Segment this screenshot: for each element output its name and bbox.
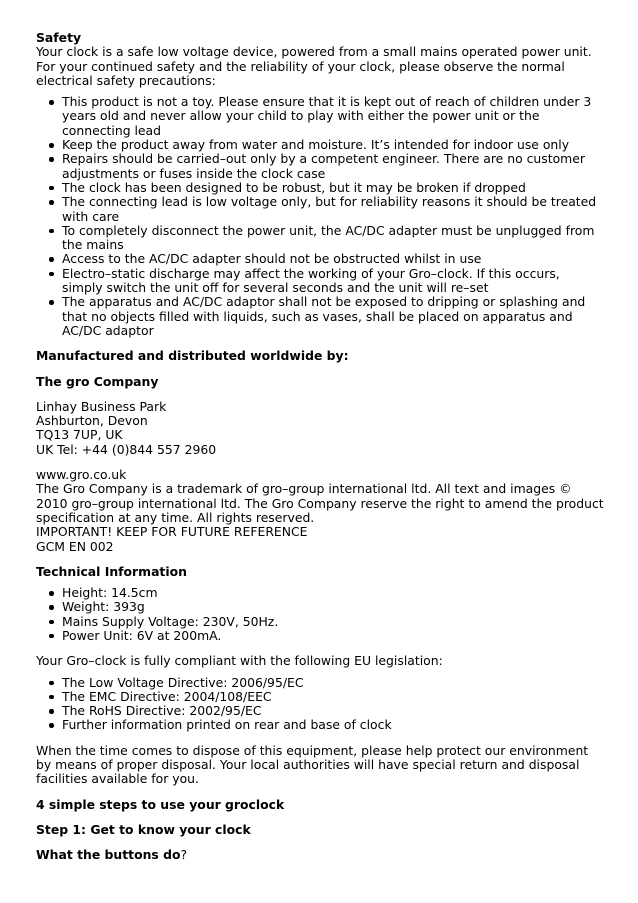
safety-item: Keep the product away from water and moisture. It’s intended for indoor use only bbox=[62, 138, 604, 152]
compliance-item: The RoHS Directive: 2002/95/EC bbox=[62, 704, 604, 718]
safety-item: The apparatus and AC/DC adaptor shall not be exposed to dripping or splashing and that no objects filled with liquids, such as vases, shall be placed on apparatus and AC/DC adaptor bbox=[62, 295, 604, 338]
technical-list bbox=[36, 586, 604, 643]
safety-item: Electro–static discharge may affect the working of your Gro–clock. If this occurs, simply switch the unit off for several seconds and the unit will re–set bbox=[62, 267, 604, 296]
important-notice: IMPORTANT! KEEP FOR FUTURE REFERENCE bbox=[36, 524, 308, 540]
technical-heading: Technical Information bbox=[36, 563, 187, 579]
safety-item: This product is not a toy. Please ensure that it is kept out of reach of children under 3 years old and never allow your child to play with either the power unit or the connecting lead bbox=[62, 95, 604, 138]
address-line: Ashburton, Devon bbox=[36, 413, 148, 429]
company-name: The gro Company bbox=[36, 373, 159, 389]
safety-item: To completely disconnect the power unit, the AC/DC adapter must be unplugged from the mains bbox=[62, 224, 604, 253]
safety-intro: Your clock is a safe low voltage device, powered from a small mains operated power unit. For your continued safety and the reliability of your clock, please observe the normal electrical safety precautions: bbox=[36, 44, 592, 88]
technical-item: Power Unit: 6V at 200mA. bbox=[62, 629, 604, 643]
compliance-item: Further information printed on rear and base of clock bbox=[62, 718, 604, 732]
buttons-heading bbox=[36, 848, 604, 862]
safety-item: Repairs should be carried–out only by a competent engineer. There are no customer adjustments or fuses inside the clock case bbox=[62, 152, 604, 181]
step1-heading: Step 1: Get to know your clock bbox=[36, 821, 251, 837]
compliance-item: The EMC Directive: 2004/108/EEC bbox=[62, 690, 604, 704]
document-code: GCM EN 002 bbox=[36, 538, 114, 554]
compliance-item: The Low Voltage Directive: 2006/95/EC bbox=[62, 676, 604, 690]
steps-heading: 4 simple steps to use your groclock bbox=[36, 796, 285, 812]
website-link[interactable]: www.gro.co.uk bbox=[36, 467, 127, 483]
manufacturer-section bbox=[36, 349, 604, 554]
phone-line: UK Tel: +44 (0)844 557 2960 bbox=[36, 441, 217, 457]
safety-item: The clock has been designed to be robust, but it may be broken if dropped bbox=[62, 181, 604, 195]
compliance-list bbox=[36, 676, 604, 733]
technical-section bbox=[36, 565, 604, 787]
compliance-intro: Your Gro–clock is fully compliant with the following EU legislation: bbox=[36, 653, 443, 669]
safety-list bbox=[36, 95, 604, 338]
address-line: TQ13 7UP, UK bbox=[36, 427, 123, 443]
steps-section bbox=[36, 798, 604, 863]
safety-section bbox=[36, 31, 604, 338]
company-details bbox=[36, 468, 604, 554]
technical-item: Height: 14.5cm bbox=[62, 586, 604, 600]
buttons-heading-bold: What the buttons do bbox=[36, 847, 181, 863]
buttons-heading-suffix: ? bbox=[180, 847, 188, 863]
technical-item: Weight: 393g bbox=[62, 600, 604, 614]
technical-item: Mains Supply Voltage: 230V, 50Hz. bbox=[62, 615, 604, 629]
disposal-notice: When the time comes to dispose of this equipment, please help protect our environment by means of proper disposal. Your local authorities will have special return and disposal facilities available for you. bbox=[36, 742, 589, 787]
manufacturer-heading: Manufactured and distributed worldwide by: bbox=[36, 348, 349, 364]
safety-item: The connecting lead is low voltage only, but for reliability reasons it should be treated with care bbox=[62, 195, 604, 224]
address-line: Linhay Business Park bbox=[36, 398, 167, 414]
safety-heading: Safety bbox=[36, 30, 82, 45]
company-address bbox=[36, 400, 604, 457]
safety-item: Access to the AC/DC adapter should not be obstructed whilst in use bbox=[62, 252, 604, 266]
trademark-notice: The Gro Company is a trademark of gro–group international ltd. All text and images © 2010 gro–group international ltd. The Gro Company reserve the right to amend the product specification at any time. All rights reserved. bbox=[36, 481, 604, 525]
